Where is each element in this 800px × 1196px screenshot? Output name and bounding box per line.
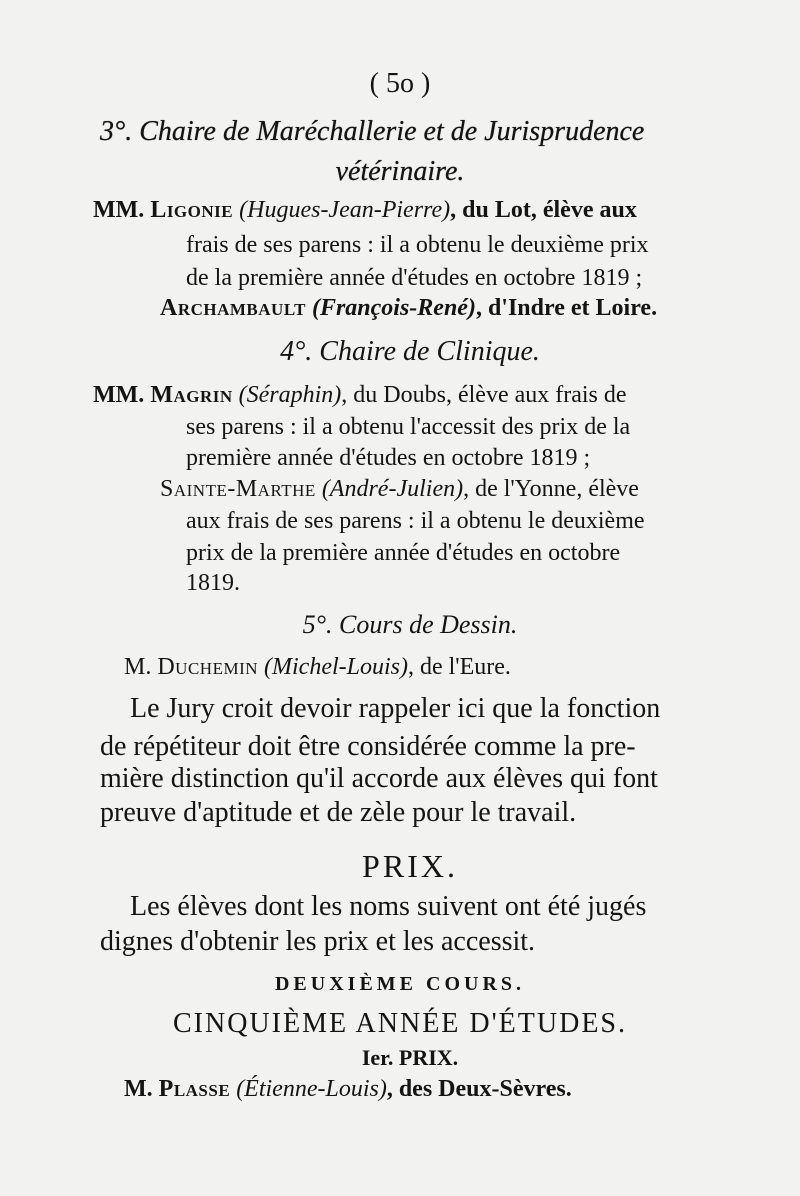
- entry-details: , du Doubs, élève aux frais de: [341, 382, 627, 408]
- entry-name: Duchemin: [157, 654, 259, 680]
- entry-text-line: 1819.: [186, 570, 240, 596]
- entry-text-line: ses parens : il a obtenu l'accessit des prix de la: [186, 414, 631, 440]
- entry-name: Plasse: [158, 1076, 231, 1102]
- entry-name: Archambault: [160, 295, 306, 321]
- entry-duchemin: [124, 655, 511, 679]
- entry-name: Sainte-Marthe: [160, 476, 316, 502]
- entry-sainte-marthe: [160, 477, 639, 501]
- entry-text-line: prix de la première année d'études en octobre: [186, 540, 621, 566]
- entry-text-line: de la première année d'études en octobre 1819 ;: [186, 265, 643, 291]
- entry-details: , de l'Eure.: [407, 654, 511, 680]
- entry-name: Magrin: [150, 382, 233, 408]
- entry-details: , d'Indre et Loire.: [475, 295, 658, 321]
- entry-given-name: (Michel-Louis): [264, 654, 408, 680]
- section4-heading: 4°. Chaire de Clinique.: [280, 336, 540, 367]
- jury-line: Le Jury croit devoir rappeler ici que la fonction: [130, 693, 661, 724]
- entry-given-name: (Étienne-Louis): [236, 1076, 387, 1102]
- entry-details: , de l'Yonne, élève: [463, 476, 639, 502]
- entry-archambault: [160, 296, 657, 320]
- year-label: CINQUIÈME ANNÉE D'ÉTUDES.: [172, 1008, 627, 1039]
- entry-ligonie: [93, 198, 637, 222]
- jury-line: mière distinction qu'il accorde aux élèves qui font: [100, 763, 658, 794]
- entry-prefix: M.: [124, 654, 152, 680]
- entry-prefix: MM.: [93, 382, 145, 408]
- entry-prefix: M.: [124, 1076, 153, 1102]
- entry-plasse: [124, 1077, 572, 1101]
- section5-heading: 5°. Cours de Dessin.: [302, 610, 518, 639]
- jury-line: de répétiteur doit être considérée comme la pre-: [100, 731, 636, 762]
- prize-rank: Ier. PRIX.: [361, 1045, 459, 1070]
- entry-given-name: (André-Julien): [321, 476, 464, 502]
- entry-given-name: (Séraphin): [238, 382, 342, 408]
- entry-text-line: aux frais de ses parens : il a obtenu le deuxième: [186, 508, 645, 534]
- section3-heading-cont: vétérinaire.: [335, 156, 465, 187]
- course-label: DEUXIÈME COURS.: [274, 973, 526, 995]
- entry-details: , des Deux-Sèvres.: [386, 1076, 572, 1102]
- entry-text-line: frais de ses parens : il a obtenu le deuxième prix: [186, 232, 649, 258]
- prix-line: Les élèves dont les noms suivent ont été jugés: [130, 891, 647, 922]
- entry-given-name: (François-René): [311, 295, 476, 321]
- entry-text-line: première année d'études en octobre 1819 ;: [186, 445, 591, 471]
- jury-line: preuve d'aptitude et de zèle pour le travail.: [100, 797, 577, 828]
- entry-details: , du Lot, élève aux: [450, 197, 637, 223]
- entry-magrin: [93, 383, 627, 407]
- page-number: ( 5o ): [369, 68, 431, 99]
- prix-heading: PRIX.: [362, 848, 458, 884]
- entry-prefix: MM.: [93, 197, 145, 223]
- section3-heading: 3°. Chaire de Maréchallerie et de Jurisprudence: [100, 116, 645, 147]
- entry-name: Ligonie: [150, 197, 234, 223]
- prix-line: dignes d'obtenir les prix et les accessit.: [100, 926, 536, 957]
- entry-given-name: (Hugues-Jean-Pierre): [239, 197, 451, 223]
